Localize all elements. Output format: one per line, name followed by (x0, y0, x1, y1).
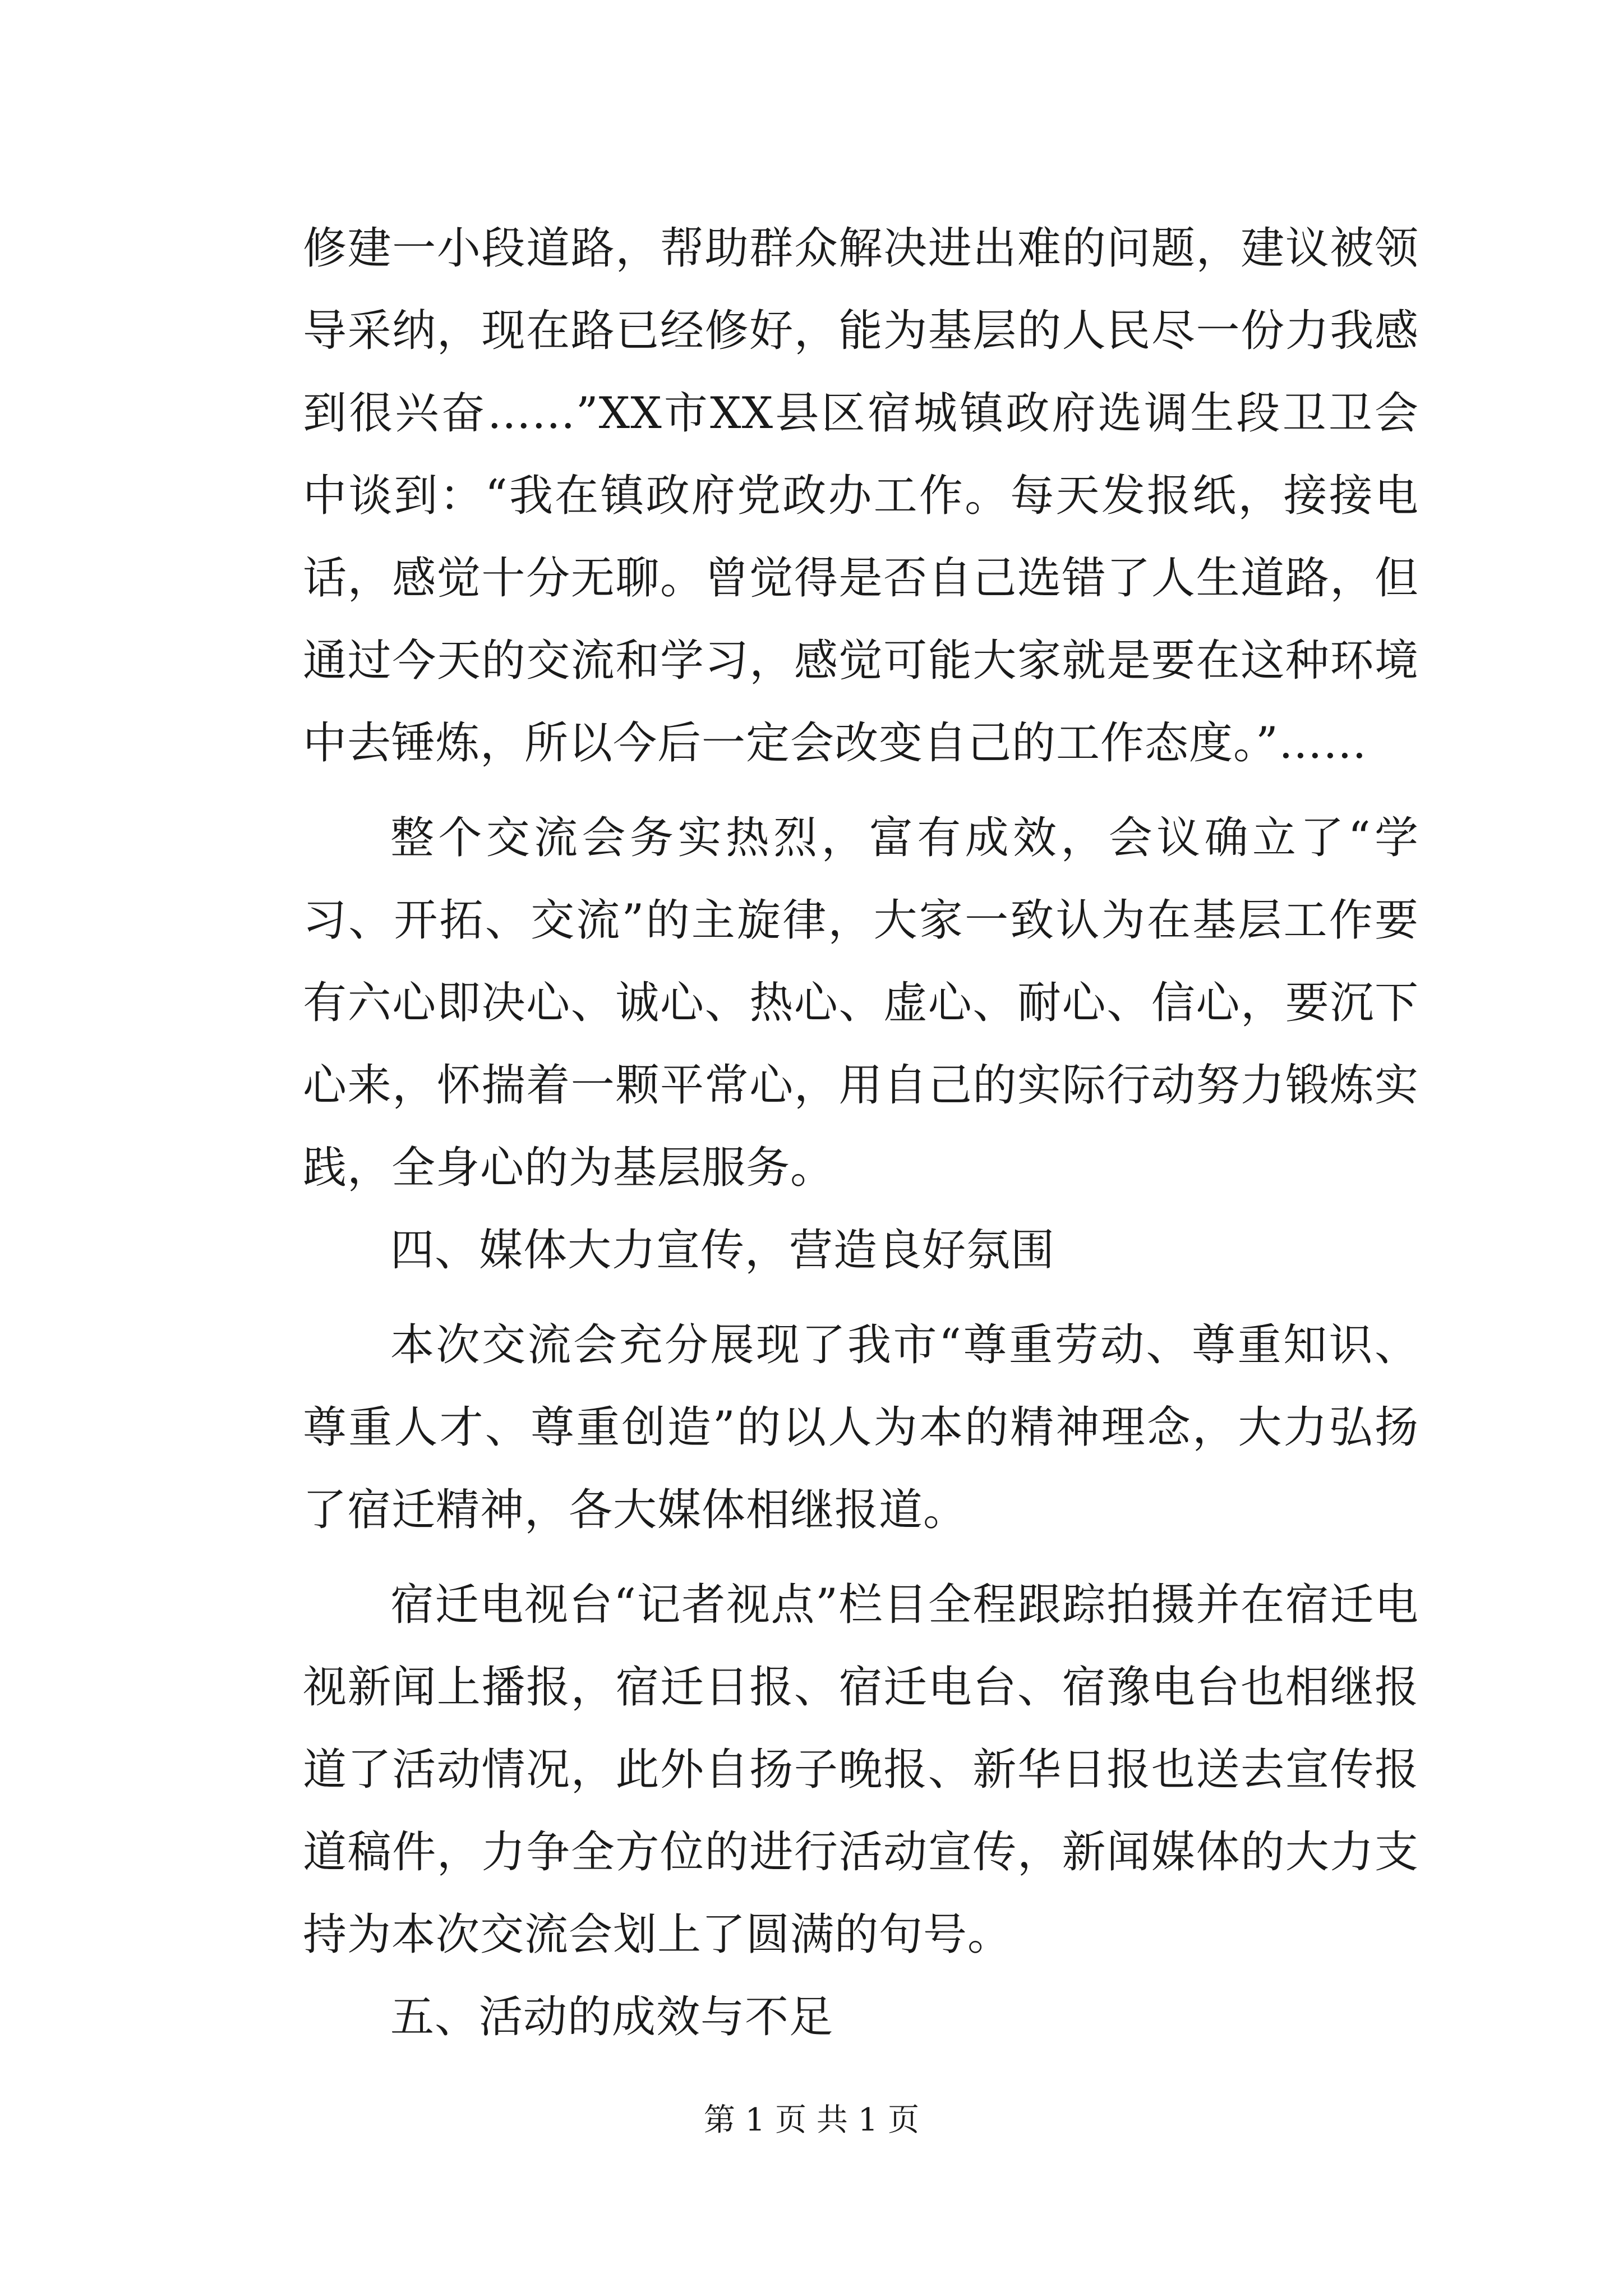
section-heading-five: 五、活动的成效与不足 (390, 1992, 834, 2042)
document-body (303, 208, 1419, 2059)
paragraph-media-coverage: 宿迁电视台“记者视点”栏目全程跟踪拍摄并在宿迁电视新闻上播报，宿迁日报、宿迁电台、宿豫电台也相继报道了活动情况，此外自扬子晚报、新华日报也送去宣传报道稿件，力争全方位的进行活动宣传，新闻媒体的大力支持为本次交流会划上了圆满的句号。 (303, 1580, 1419, 1960)
paragraph-summary: 整个交流会务实热烈，富有成效，会议确立了“学习、开拓、交流”的主旋律，大家一致认为在基层工作要有六心即决心、诚心、热心、虚心、耐心、信心，要沉下心来，怀揣着一颗平常心，用自己的实际行动努力锻炼实践，全身心的为基层服务。 (303, 813, 1419, 1193)
section-heading-four: 四、媒体大力宣传，营造良好氛围 (390, 1225, 1055, 1276)
page-footer: 第 1 页 共 1 页 (703, 2102, 920, 2138)
paragraph-continued: 修建一小段道路，帮助群众解决进出难的问题，建议被领导采纳，现在路已经修好，能为基层的人民尽一份力我感到很兴奋……”XX市XX县区宿城镇政府选调生段卫卫会中谈到：“我在镇政府党政办工作。每天发报纸，接接电话，感觉十分无聊。曾觉得是否自己选错了人生道路，但通过今天的交流和学习，感觉可能大家就是要在这种环境中去锤炼，所以今后一定会改变自己的工作态度。”…… (303, 223, 1419, 769)
paragraph-media-intro: 本次交流会充分展现了我市“尊重劳动、尊重知识、尊重人才、尊重创造”的以人为本的精神理念，大力弘扬了宿迁精神，各大媒体相继报道。 (303, 1320, 1419, 1535)
